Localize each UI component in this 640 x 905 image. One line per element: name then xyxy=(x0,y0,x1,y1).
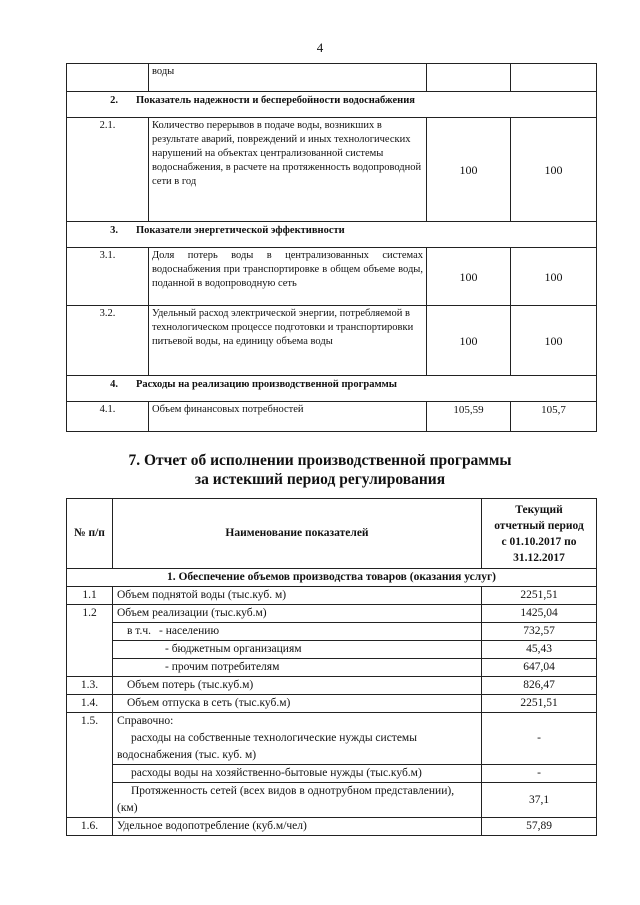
section-header xyxy=(67,376,597,402)
table-row xyxy=(67,402,597,432)
section-header xyxy=(67,222,597,248)
row-text: Удельный расход электрической энергии, потребляемой в технологическом процессе подготовки и транспортировки питьевой воды, на единицу объема воды xyxy=(149,306,427,376)
section-number: 4. xyxy=(110,379,118,390)
report-title-line-1: 7. Отчет об исполнении производственной программы xyxy=(128,452,512,469)
row-value-1: 100 xyxy=(427,118,511,222)
report-title xyxy=(0,451,640,489)
table-row xyxy=(67,118,597,222)
table-row: 1.4. Объем отпуска в сеть (тыс.куб.м) 2251,51 xyxy=(67,695,597,713)
row-text: Объем финансовых потребностей xyxy=(149,402,427,432)
row-number: 2.1. xyxy=(67,118,149,222)
table-row: 1.6. Удельное водопотребление (куб.м/чел) 57,89 xyxy=(67,818,597,836)
row-number: 3.2. xyxy=(67,306,149,376)
section-title: Расходы на реализацию производственной программы xyxy=(136,379,397,390)
row-value-1: 100 xyxy=(427,248,511,306)
row-text: Количество перерывов в подаче воды, возникших в результате аварий, повреждений и иных технологических нарушений на объектах централизованной системы водоснабжения, в расчете на протяженность водопроводной сети в год xyxy=(149,118,427,222)
report-title-line-2: за истекший период регулирования xyxy=(194,471,446,488)
table-row: Протяженность сетей (всех видов в однотрубном представлении), (км) 37,1 xyxy=(67,783,597,818)
table-row: 1.5. Справочно: расходы на собственные технологические нужды системы водоснабжения (тыс. куб. м) - xyxy=(67,713,597,765)
section-number: 2. xyxy=(110,95,118,106)
report-table xyxy=(66,498,597,836)
row-value-2: 100 xyxy=(511,306,597,376)
table-row: 1.2 Объем реализации (тыс.куб.м) 1425,04 xyxy=(67,605,597,623)
indicators-table xyxy=(66,63,597,432)
section-title: Показатель надежности и бесперебойности водоснабжения xyxy=(136,95,415,106)
row-value-1: 105,59 xyxy=(427,402,511,432)
section-number: 3. xyxy=(110,225,118,236)
table-row: - бюджетным организациям 45,43 xyxy=(67,641,597,659)
header-num: № п/п xyxy=(67,499,113,569)
table-row: 1.1 Объем поднятой воды (тыс.куб. м) 2251,51 xyxy=(67,587,597,605)
row-value-2: 100 xyxy=(511,118,597,222)
row-number: 3.1. xyxy=(67,248,149,306)
table-row: в т.ч. - населению 732,57 xyxy=(67,623,597,641)
row-value-2: 100 xyxy=(511,248,597,306)
table-row: расходы воды на хозяйственно-бытовые нужды (тыс.куб.м) - xyxy=(67,765,597,783)
table-row xyxy=(67,64,597,92)
header-row xyxy=(67,499,597,569)
row-value-2: 105,7 xyxy=(511,402,597,432)
table-row xyxy=(67,306,597,376)
table-row: - прочим потребителям 647,04 xyxy=(67,659,597,677)
row-text: Доля потерь воды в централизованных системах водоснабжения при транспортировке в общем объеме воды, поданной в водопроводную сеть xyxy=(149,248,427,306)
row-number: 4.1. xyxy=(67,402,149,432)
section-header xyxy=(67,92,597,118)
header-name: Наименование показателей xyxy=(113,499,482,569)
table-row: 1.3. Объем потерь (тыс.куб.м) 826,47 xyxy=(67,677,597,695)
table-row xyxy=(67,248,597,306)
row-value-1: 100 xyxy=(427,306,511,376)
section-title: Показатели энергетической эффективности xyxy=(136,225,345,236)
continuation-text: воды xyxy=(149,64,427,92)
header-period: Текущий отчетный период с 01.10.2017 по 31.12.2017 xyxy=(482,499,597,569)
page-number: 4 xyxy=(316,40,324,55)
section-header xyxy=(67,569,597,587)
section-title: 1. Обеспечение объемов производства товаров (оказания услуг) xyxy=(67,569,597,587)
